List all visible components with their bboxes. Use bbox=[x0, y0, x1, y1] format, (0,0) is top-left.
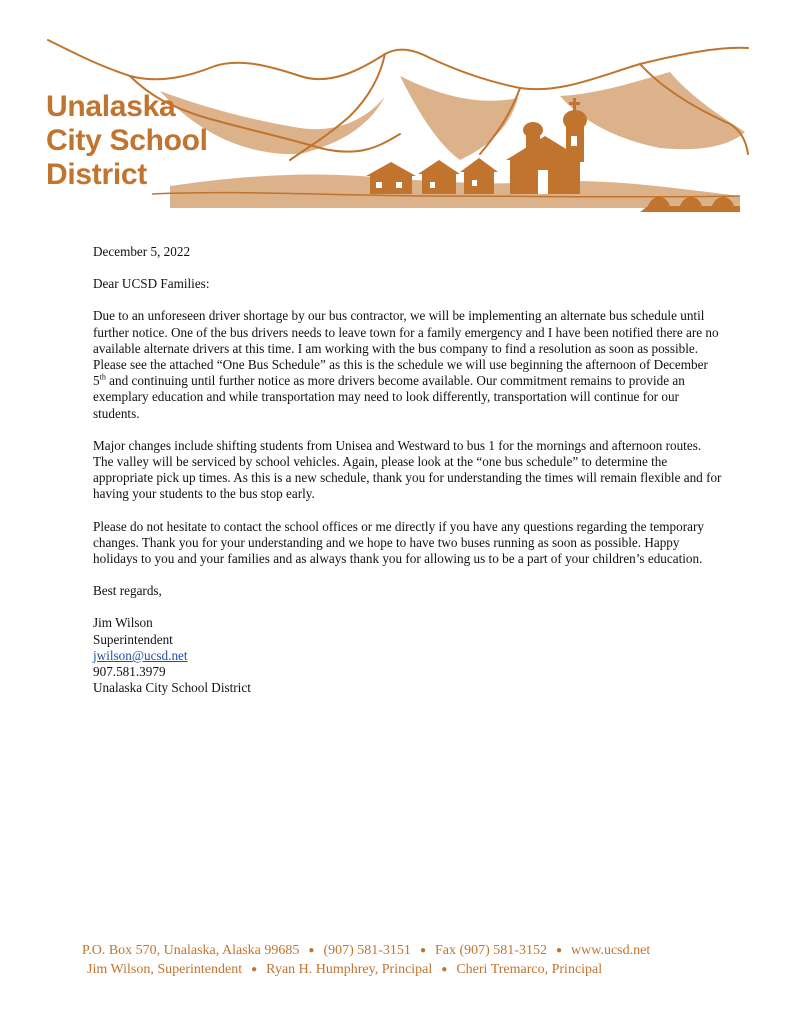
paragraph-1 bbox=[93, 308, 723, 421]
signature-name: Jim Wilson bbox=[93, 615, 153, 631]
ordinal-suffix: th bbox=[99, 372, 106, 382]
paragraph-3: Please do not hesitate to contact the school offices or me directly if you have any questions regarding the temporary changes. Thank you for your understanding and we hope to have two buses running as soon as possible. Happy holidays to you and your families and as always thank you for allowing us to be a part of your children’s education. bbox=[93, 518, 704, 567]
district-name-line: City School bbox=[46, 124, 208, 157]
district-name-line: District bbox=[46, 158, 147, 191]
footer-fax: Fax (907) 581-3152 bbox=[434, 943, 547, 958]
signature-block bbox=[93, 615, 723, 696]
paragraph-1-part-2: and continuing until further notice as more drivers become available. Our commitment remains to provide an exemplary education and while transportation may need to look differently, transportation will continue for our students. bbox=[93, 373, 685, 421]
paragraph-1-part-1: Due to an unforeseen driver shortage by our bus contractor, we will be implementing an alternate bus schedule until further notice. One of the bus drivers needs to leave town for a family emergency and I have been notified there are no available alternate drivers at this time. I am working with the bus company to find a resolution as soon as possible. Please see the attached “One Bus Schedule” as this is the schedule we will use beginning the afternoon of December 5 bbox=[93, 308, 719, 389]
letter-date: December 5, 2022 bbox=[93, 244, 191, 259]
footer-staff-line bbox=[87, 962, 791, 978]
signature-organization: Unalaska City School District bbox=[93, 680, 251, 696]
footer-contact-line bbox=[82, 943, 791, 959]
letterhead bbox=[40, 36, 752, 222]
signature-title: Superintendent bbox=[93, 631, 173, 647]
footer-principal: Ryan H. Humphrey, Principal bbox=[266, 962, 433, 977]
bullet-icon: ● bbox=[251, 964, 258, 975]
paragraph-2: Major changes include shifting students from Unisea and Westward to bus 1 for the mornings and afternoon routes. The valley will be serviced by school vehicles. Again, please look at the “one bus schedule” to determine the appropriate pick up times. As this is a new schedule, thank you for understanding the times will remain flexible and for having your students to the bus stop early. bbox=[93, 437, 722, 502]
district-logo-text bbox=[46, 90, 208, 192]
footer-phone: (907) 581-3151 bbox=[323, 943, 411, 958]
signature-phone: 907.581.3979 bbox=[93, 664, 166, 680]
bullet-icon: ● bbox=[419, 945, 426, 956]
salutation: Dear UCSD Families: bbox=[93, 276, 210, 292]
bullet-icon: ● bbox=[441, 964, 448, 975]
letter-body bbox=[93, 244, 723, 696]
district-name-line: Unalaska bbox=[46, 90, 176, 123]
closing: Best regards, bbox=[93, 583, 162, 599]
bullet-icon: ● bbox=[308, 945, 315, 956]
footer-website: www.ucsd.net bbox=[571, 943, 651, 958]
footer-address: P.O. Box 570, Unalaska, Alaska 99685 bbox=[82, 943, 300, 958]
email-link[interactable]: jwilson@ucsd.net bbox=[93, 647, 188, 663]
footer-superintendent: Jim Wilson, Superintendent bbox=[87, 962, 243, 977]
footer-principal: Cheri Tremarco, Principal bbox=[456, 962, 603, 977]
bullet-icon: ● bbox=[555, 945, 563, 956]
